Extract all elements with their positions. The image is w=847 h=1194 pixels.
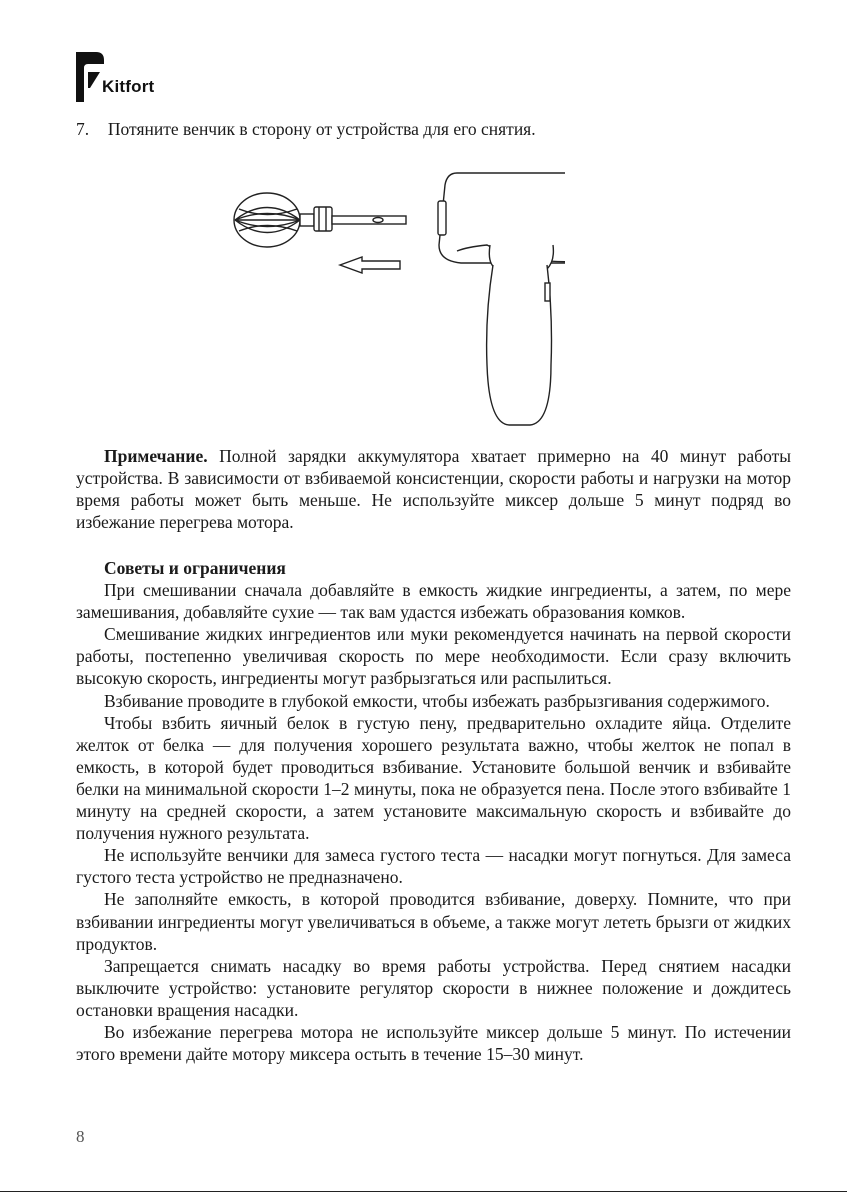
note-label: Примечание. xyxy=(104,446,208,466)
tips-heading: Советы и ограничения xyxy=(104,558,286,578)
step-text: Потяните венчик в сторону от устройства для его снятия. xyxy=(107,119,536,139)
tips-paragraph: Во избежание перегрева мотора не используйте миксер дольше 5 минут. По истечении этого времени дайте мотору миксера остыть в течение 15–30 минут. xyxy=(76,1021,791,1065)
brand-logo xyxy=(76,52,155,107)
mixer-body-icon xyxy=(438,173,565,425)
step-number: 7. xyxy=(76,119,90,139)
note-paragraph xyxy=(76,445,791,533)
whisk-icon xyxy=(234,193,406,247)
tips-paragraph: Взбивание проводите в глубокой емкости, чтобы избежать разбрызгивания содержимого. xyxy=(104,690,770,711)
page-number: 8 xyxy=(76,1127,85,1146)
whisk-removal-diagram-icon xyxy=(225,165,565,430)
tips-paragraph: Не заполняйте емкость, в которой проводится взбивание, доверху. Помните, что при взбивании ингредиенты могут увеличиваться в объеме, а также могут лететь брызги от жидких продуктов. xyxy=(76,889,791,954)
tips-section xyxy=(76,557,791,1065)
direction-arrow-icon xyxy=(340,257,400,273)
tips-paragraph: Не используйте венчики для замеса густого теста — насадки могут погнуться. Для замеса густого теста устройство не предназначено. xyxy=(76,845,791,888)
whisk-removal-illustration xyxy=(225,165,565,435)
tips-paragraph: Чтобы взбить яичный белок в густую пену, предварительно охладите яйца. Отделите желток от белка — для получения хорошего результата важно, чтобы желток не попал в емкость, в которой будет проводиться взбивание. Установите большой венчик и взбивайте белки на минимальной скорости 1–2 минуты, пока не образуется пена. После этого взбивайте 1 минуту на средней скорости, а затем установите максимальную скорость и взбивайте до получения нужного результата. xyxy=(76,712,791,844)
tips-paragraph: При смешивании сначала добавляйте в емкость жидкие ингредиенты, а затем, по мере замешивания, добавляйте сухие — так вам удастся избежать образования комков. xyxy=(76,580,791,623)
step-instruction xyxy=(76,117,791,141)
brand-name: Kitfort xyxy=(102,77,155,96)
kitfort-logo-icon xyxy=(76,52,104,102)
note-text: Полной зарядки аккумулятора хватает примерно на 40 минут работы устройства. В зависимости от взбиваемой консистенции, скорости работы и нагрузки на мотор время работы может быть меньше. Не используйте миксер дольше 5 минут подряд во избежание перегрева мотора. xyxy=(76,446,791,533)
bottom-rule xyxy=(0,1191,847,1192)
tips-paragraph: Смешивание жидких ингредиентов или муки рекомендуется начинать на первой скорости работы, постепенно увеличивая скорость по мере необходимости. Если сразу включить высокую скорость, ингредиенты могут разбрызгаться или распылиться. xyxy=(76,624,791,689)
tips-paragraph: Запрещается снимать насадку во время работы устройства. Перед снятием насадки выключите устройство: установите регулятор скорости в нижнее положение и дождитесь остановки вращения насадки. xyxy=(76,955,791,1020)
